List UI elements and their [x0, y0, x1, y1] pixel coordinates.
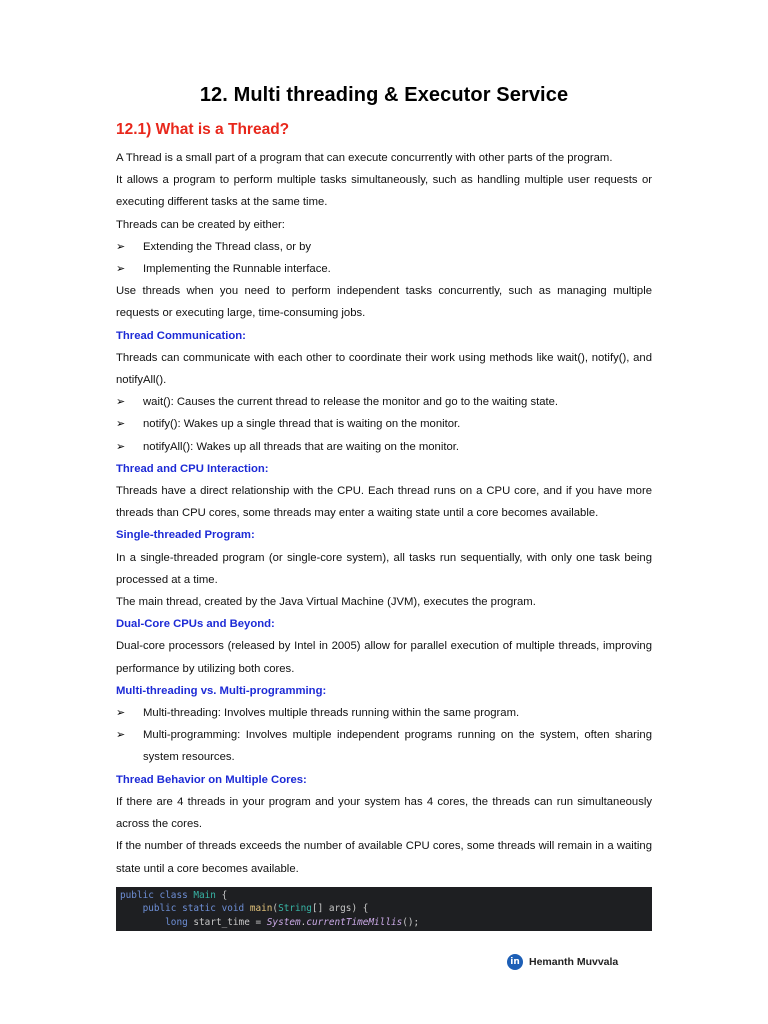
code-line-3: long start_time = System.currentTimeMillis();: [165, 916, 420, 928]
subheading-dual-core: Dual-Core CPUs and Beyond:: [116, 618, 275, 631]
subheading-communication: Thread Communication:: [116, 329, 246, 342]
dual-paragraph: Dual-core processors (released by Intel in 2005) allow for parallel execution of multiple threads, improving performance by utilizing both cores.: [116, 640, 652, 675]
arrow-bullet-icon: ➢: [116, 263, 126, 276]
intro-paragraph-1: A Thread is a small part of a program that can execute concurrently with other parts of the program.: [116, 152, 613, 164]
create-list: [116, 236, 652, 280]
subheading-multi: Multi-threading vs. Multi-programming:: [116, 684, 327, 697]
intro-paragraph-2: It allows a program to perform multiple tasks simultaneously, such as handling multiple user requests or executing different tasks at the same time.: [116, 174, 652, 209]
arrow-bullet-icon: ➢: [116, 396, 126, 409]
multi-list: [116, 702, 652, 769]
subheading-cpu: Thread and CPU Interaction:: [116, 462, 269, 475]
list-item: ➢ Multi-programming: Involves multiple independent programs running on the system, often sharing system resources.: [116, 724, 652, 768]
document-page: [116, 84, 652, 931]
arrow-bullet-icon: ➢: [116, 440, 126, 453]
list-item: ➢ Multi-threading: Involves multiple threads running within the same program.: [116, 702, 652, 724]
page-title: 12. Multi threading & Executor Service: [199, 84, 569, 106]
subheading-single-threaded: Single-threaded Program:: [116, 529, 255, 542]
communication-paragraph: Threads can communicate with each other to coordinate their work using methods like wait(), notify(), and notifyAll().: [116, 351, 652, 387]
communication-list: [116, 391, 652, 458]
list-item: ➢ wait(): Causes the current thread to release the monitor and go to the waiting state.: [116, 391, 652, 413]
use-paragraph: Use threads when you need to perform independent tasks concurrently, such as managing multiple requests or executing large, time-consuming jobs.: [116, 285, 652, 320]
behavior-paragraph-2: If the number of threads exceeds the number of available CPU cores, some threads will remain in a waiting state until a core becomes available.: [116, 840, 652, 875]
list-item: ➢ notifyAll(): Wakes up all threads that are waiting on the monitor.: [116, 436, 652, 458]
subheading-behavior: Thread Behavior on Multiple Cores:: [116, 773, 307, 786]
cpu-paragraph: Threads have a direct relationship with the CPU. Each thread runs on a CPU core, and if you have more threads than CPU cores, some threads may enter a waiting state until a core becomes available.: [116, 485, 652, 520]
list-item: ➢ notify(): Wakes up a single thread that is waiting on the monitor.: [116, 413, 652, 435]
behavior-paragraph-1: If there are 4 threads in your program and your system has 4 cores, the threads can run simultaneously across the cores.: [116, 795, 652, 831]
code-line-2: public static void main(String[] args) {: [142, 903, 369, 915]
section-heading: 12.1) What is a Thread?: [116, 121, 290, 138]
list-item: ➢ Extending the Thread class, or by: [116, 236, 652, 258]
single-paragraph-1: In a single-threaded program (or single-core system), all tasks run sequentially, with only one task being processed at a time.: [116, 551, 652, 586]
single-paragraph-2: The main thread, created by the Java Virtual Machine (JVM), executes the program.: [116, 596, 536, 609]
arrow-bullet-icon: ➢: [116, 240, 126, 253]
list-item: ➢ Implementing the Runnable interface.: [116, 258, 652, 280]
author-name: Hemanth Muvvala: [529, 956, 619, 968]
linkedin-icon[interactable]: in: [507, 954, 523, 970]
intro-paragraph-3: Threads can be created by either:: [116, 218, 285, 231]
arrow-bullet-icon: ➢: [116, 707, 126, 720]
code-line-1: public class Main {: [120, 889, 228, 901]
arrow-bullet-icon: ➢: [116, 729, 126, 742]
arrow-bullet-icon: ➢: [116, 418, 126, 431]
code-block: [116, 887, 652, 931]
footer-author: [507, 954, 618, 970]
